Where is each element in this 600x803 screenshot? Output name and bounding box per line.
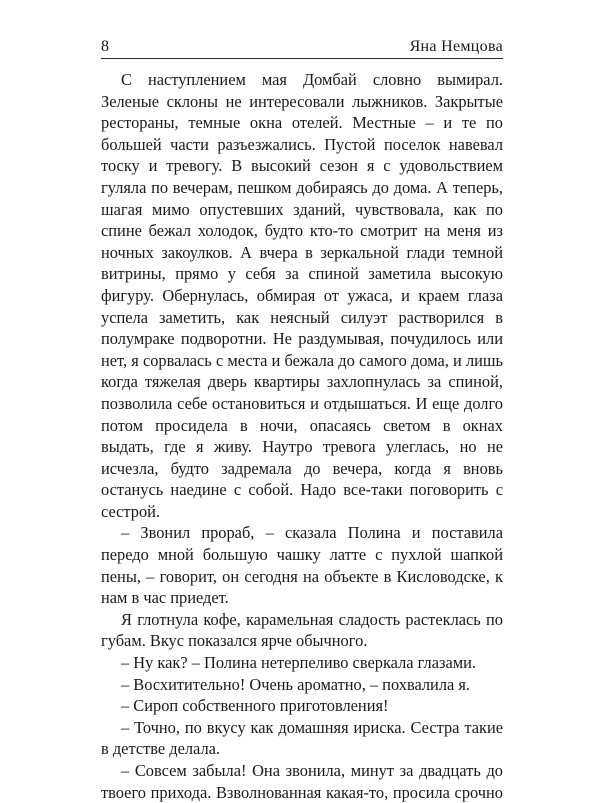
paragraph: – Звонил прораб, – сказала Полина и поставила передо мной большую чашку латте с пухлой шапкой пены, – говорит, он сегодня на объекте в Кисловодске, к нам в час приедет. bbox=[101, 523, 503, 608]
paragraph: – Точно, по вкусу как домашняя ириска. Сестра такие в детстве делала. bbox=[101, 717, 503, 759]
page-number: 8 bbox=[101, 38, 109, 55]
paragraph: – Совсем забыла! Она звонила, минут за двадцать до твоего прихода. Взволнованная какая-то, просила срочно bbox=[101, 761, 503, 802]
body-text bbox=[101, 69, 503, 803]
paragraph: – Ну как? – Полина нетерпеливо сверкала глазами. bbox=[121, 653, 476, 673]
paragraph: С наступлением мая Домбай словно вымирал. Зеленые склоны не интересовали лыжников. Закрытые рестораны, темные окна отелей. Местные – и те по большей части разъезжались. Пустой поселок навевал тоску и тревогу. В высокий сезон я с удовольствием гуляла по вечерам, пешком добираясь до дома. А теперь, шагая мимо опустевших зданий, чувствовала, как по спине бежал холодок, будто кто-то смотрит на меня из ночных закоулков. А вчера в зеркальной глади темной витрины, прямо у себя за спиной заметила высокую фигуру. Обернулась, обмирая от ужаса, и краем глаза успела заметить, как неясный силуэт растворился в полумраке подворотни. Не раздумывая, почудилось или нет, я сорвалась с места и бежала до самого дома, и лишь когда тяжелая дверь квартиры захлопнулась за спиной, позволила себе остановиться и отдышаться. И еще долго потом просидела в ночи, опасаясь светом в окнах выдать, где я живу. Наутро тревога улеглась, но не исчезла, будто задремала до вечера, когда я вновь останусь наедине с собой. Надо все-таки поговорить с сестрой. bbox=[101, 70, 503, 521]
paragraph: Я глотнула кофе, карамельная сладость растеклась по губам. Вкус показался ярче обычного. bbox=[101, 609, 503, 651]
page-header bbox=[101, 31, 503, 59]
paragraph: – Восхитительно! Очень ароматно, – похвалила я. bbox=[121, 674, 471, 694]
paragraph: – Сироп собственного приготовления! bbox=[121, 696, 389, 716]
running-head-author: Яна Немцова bbox=[409, 38, 503, 55]
header-rule bbox=[101, 58, 503, 59]
